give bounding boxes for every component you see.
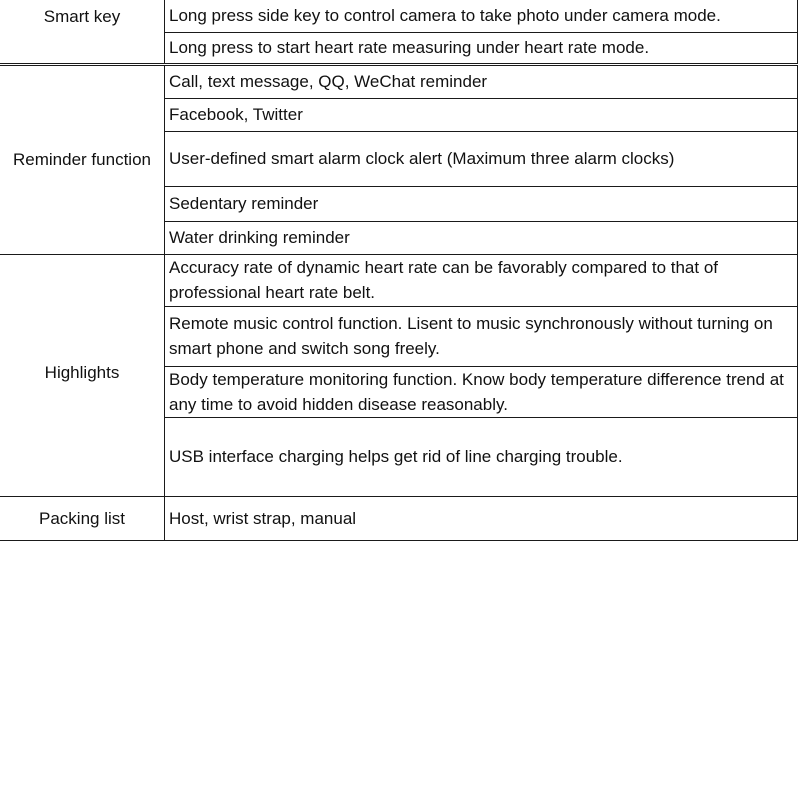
smart-key-item: Long press side key to control camera to take photo under camera mode. xyxy=(165,0,798,32)
highlight-item: Remote music control function. Lisent to music synchronously without turning on smart phone and switch song freely. xyxy=(165,306,798,366)
table-row xyxy=(0,496,798,540)
highlight-item: Accuracy rate of dynamic heart rate can be favorably compared to that of professional heart rate belt. xyxy=(165,254,798,306)
reminder-item: User-defined smart alarm clock alert (Maximum three alarm clocks) xyxy=(165,131,798,186)
packing-item: Host, wrist strap, manual xyxy=(165,496,798,540)
row-label-smart-key: Smart key xyxy=(0,0,165,64)
table-row xyxy=(0,254,798,306)
highlight-item: Body temperature monitoring function. Know body temperature difference trend at any time to avoid hidden disease reasonably. xyxy=(165,366,798,417)
table-row xyxy=(0,64,798,98)
row-label-highlights: Highlights xyxy=(0,254,165,496)
row-label-packing-list: Packing list xyxy=(0,496,165,540)
smart-key-item: Long press to start heart rate measuring under heart rate mode. xyxy=(165,32,798,64)
highlight-item: USB interface charging helps get rid of line charging trouble. xyxy=(165,417,798,496)
reminder-item: Sedentary reminder xyxy=(165,186,798,221)
table-row xyxy=(0,0,798,32)
reminder-item: Water drinking reminder xyxy=(165,221,798,254)
reminder-item: Facebook, Twitter xyxy=(165,98,798,131)
row-label-reminder-function: Reminder function xyxy=(0,64,165,254)
reminder-item: Call, text message, QQ, WeChat reminder xyxy=(165,64,798,98)
